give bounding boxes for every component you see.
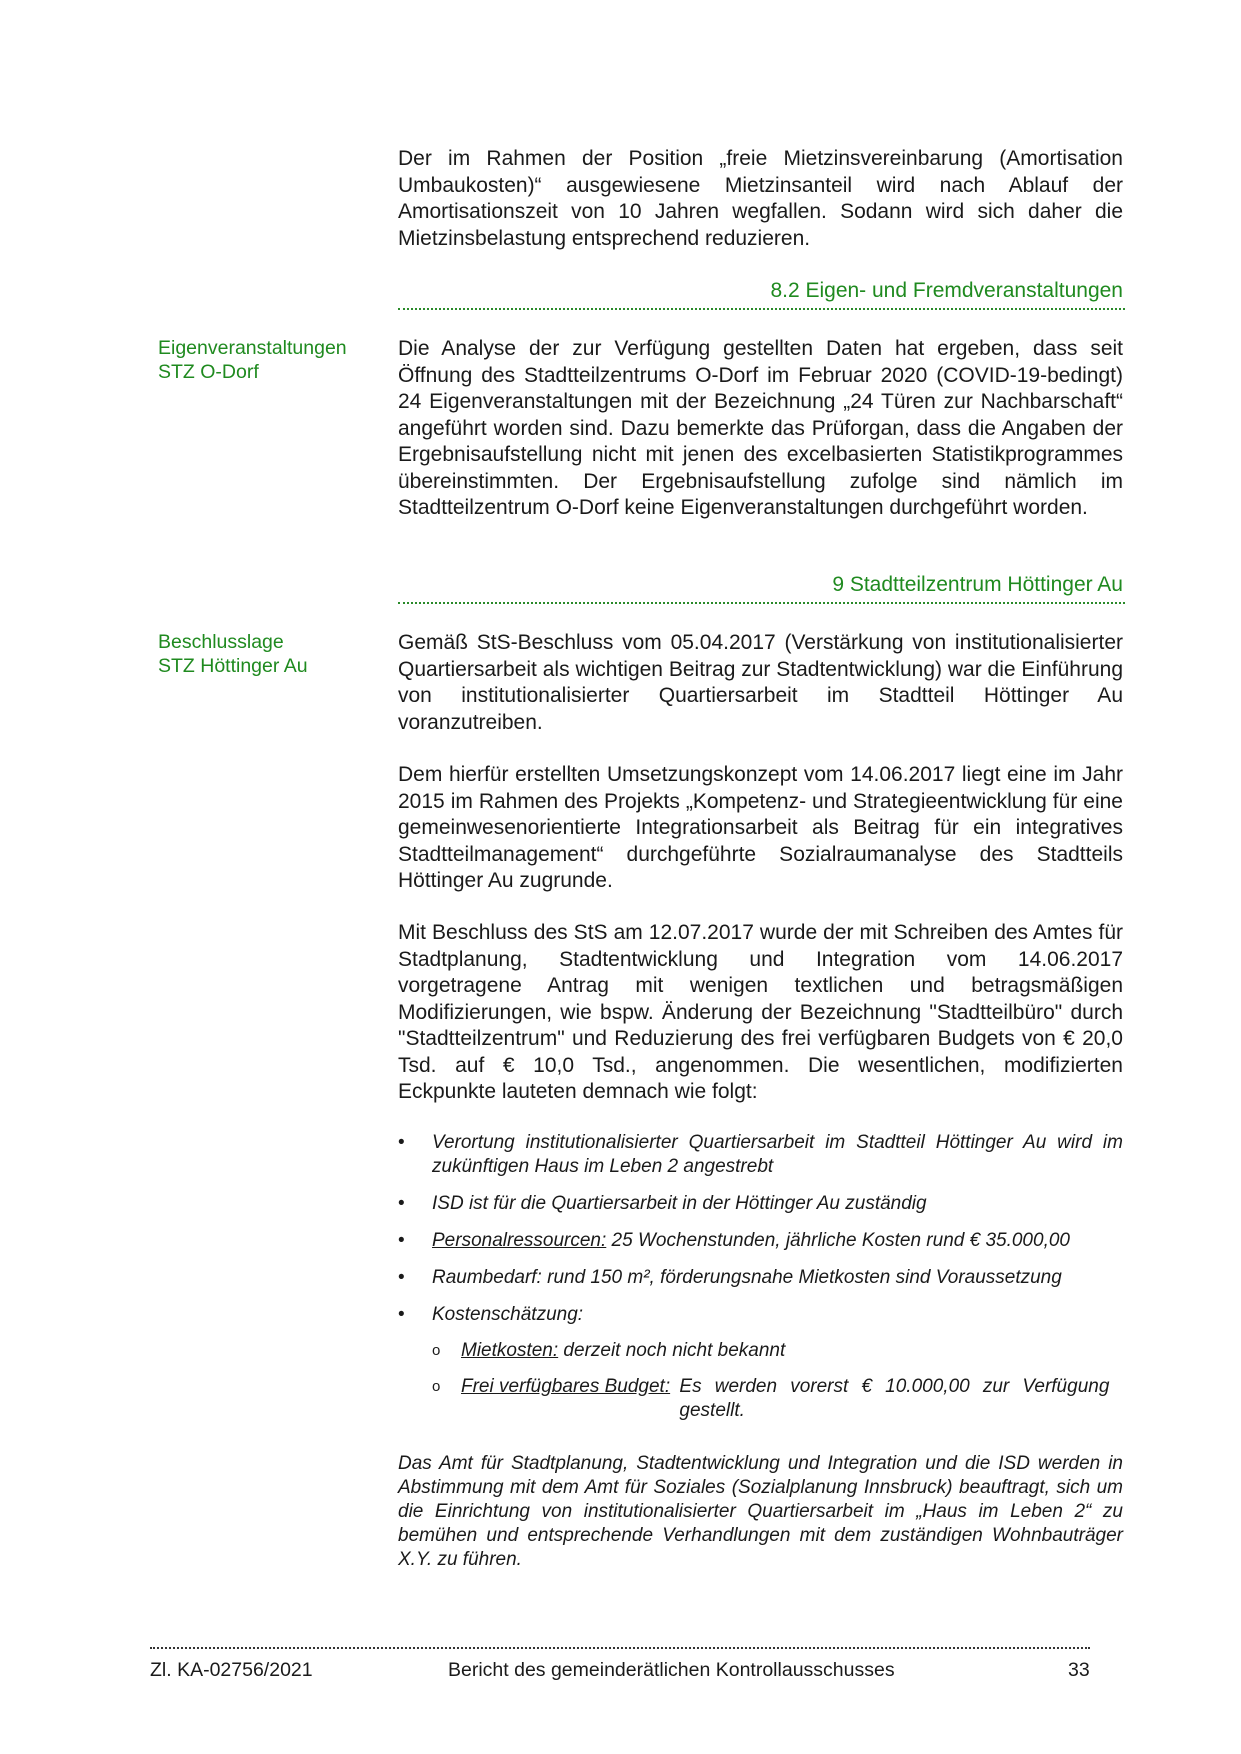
circle-bullet-icon: o	[432, 1342, 441, 1359]
section-9-paragraph-3: Mit Beschluss des StS am 12.07.2017 wurde der mit Schreiben des Amtes für Stadtplanung, Stadtentwicklung und Integration vom 14.06.2017 vorgetragene Antrag mit wenigen textlichen und betragsmäßigen Modifizierungen, wie bspw. Änderung der Bezeichnung "Stadtteilbüro" durch "Stadtteilzentrum" und Reduzierung des frei verfügbaren Budgets von € 20,0 Tsd. auf € 10,0 Tsd., angenommen. Die wesentlichen, modifizierten Eckpunkte lauteten demnach wie folgt:	[398, 921, 1123, 1103]
list-item: o Mietkosten: derzeit noch nicht bekannt	[432, 1340, 786, 1361]
side-label-beschlusslage	[158, 630, 388, 678]
intro-paragraph: Der im Rahmen der Position „freie Mietzinsvereinbarung (Amortisation Umbaukosten)“ ausgewiesene Mietzinsanteil wird nach Ablauf der Amortisationszeit von 10 Jahren wegfallen. Sodann wird sich daher die Mietzinsbelastung entsprechend reduzieren.	[398, 147, 1123, 250]
bullet-icon: •	[398, 1193, 405, 1214]
list-item: • ISD ist für die Quartiersarbeit in der Höttinger Au zuständig	[398, 1193, 927, 1214]
side-label-line-2: STZ O-Dorf	[158, 361, 259, 383]
closing-block	[398, 1452, 1123, 1572]
list-item: o Frei verfügbares Budget: Es werden vorerst € 10.000,00 zur Verfügung gestellt.	[432, 1376, 1110, 1421]
bullet-icon: •	[398, 1267, 405, 1288]
side-label-line-1: Eigenveranstaltungen	[158, 337, 347, 359]
list-item: • Personalressourcen: 25 Wochenstunden, jährliche Kosten rund € 35.000,00	[398, 1230, 1070, 1251]
footer-reference: Zl. KA-02756/2021	[150, 1659, 313, 1681]
footer-divider	[150, 1647, 1090, 1649]
section-8-2-paragraph: Die Analyse der zur Verfügung gestellten Daten hat ergeben, dass seit Öffnung des Stadtteilzentrums O-Dorf im Februar 2020 (COVID-19-bedingt) 24 Eigenveranstaltungen mit der Bezeichnung „24 Türen zur Nachbarschaft“ angeführt worden sind. Dazu bemerkte das Prüforgan, dass die Angaben der Ergebnisaufstellung nicht mit jenen des excelbasierten Statistikprogrammes übereinstimmten. Der Ergebnisaufstellung zufolge sind nämlich im Stadtteilzentrum O-Dorf keine Eigenveranstaltungen durchgeführt worden.	[398, 337, 1123, 519]
mietkosten-label: Mietkosten:	[461, 1340, 559, 1361]
side-label-line-1: Beschlusslage	[158, 631, 284, 653]
circle-bullet-icon: o	[432, 1378, 441, 1395]
side-label-line-2: STZ Höttinger Au	[158, 655, 308, 677]
section-9-paragraph-1: Gemäß StS-Beschluss vom 05.04.2017 (Verstärkung von institutionalisierter Quartiersarbeit als wichtigen Beitrag zur Stadtentwicklung) war die Einführung von institutionalisierter Quartiersarbeit im Stadtteil Höttinger Au voranzutreiben.	[398, 631, 1123, 734]
section-9-paragraph-3-block	[398, 920, 1123, 1106]
page-number: 33	[1068, 1659, 1090, 1681]
list-item: • Raumbedarf: rund 150 m², förderungsnahe Mietkosten sind Voraussetzung	[398, 1267, 1062, 1288]
closing-paragraph: Das Amt für Stadtplanung, Stadtentwicklung und Integration und die ISD werden in Abstimmung mit dem Amt für Soziales (Sozialplanung Innsbruck) beauftragt, sich um die Einrichtung von institutionalisierter Quartiersarbeit im „Haus im Leben 2“ zu bemühen und entsprechende Verhandlungen mit dem zuständigen Wohnbauträger X.Y. zu führen.	[398, 1453, 1123, 1570]
section-9-divider	[398, 602, 1125, 604]
section-9-heading: 9 Stadtteilzentrum Höttinger Au	[832, 573, 1123, 596]
section-8-2-body	[398, 336, 1123, 522]
section-9-paragraph-1-block	[398, 630, 1123, 736]
budget-label: Frei verfügbares Budget:	[461, 1376, 671, 1397]
intro-block	[398, 146, 1123, 252]
bullet-icon: •	[398, 1304, 405, 1325]
bullet-icon: •	[398, 1132, 405, 1153]
list-item: • Kostenschätzung: o Mietkosten: derzeit noch nicht bekannt o Frei verfügbares Budget: Es werden vorerst € 10.000,00 zur Verfügung gestellt.	[398, 1303, 1123, 1423]
personalressourcen-label: Personalressourcen:	[432, 1230, 607, 1251]
footer-title: Bericht des gemeinderätlichen Kontrollausschusses	[448, 1659, 895, 1681]
list-item: • Verortung institutionalisierter Quartiersarbeit im Stadtteil Höttinger Au wird im zukünftigen Haus im Leben 2 angestrebt	[398, 1132, 1123, 1177]
side-label-eigenveranstaltungen	[158, 336, 388, 384]
section-8-2-divider	[398, 308, 1125, 310]
cost-sublist	[432, 1339, 1123, 1423]
section-9-paragraph-2-block	[398, 762, 1123, 895]
section-9-paragraph-2: Dem hierfür erstellten Umsetzungskonzept vom 14.06.2017 liegt eine im Jahr 2015 im Rahmen des Projekts „Kompetenz- und Strategieentwicklung für eine gemeinwesenorientierte Integrationsarbeit als Beitrag für ein integratives Stadtteilmanagement“ durchgeführte Sozialraumanalyse des Stadtteils Höttinger Au zugrunde.	[398, 763, 1123, 892]
section-8-2-heading: 8.2 Eigen- und Fremdveranstaltungen	[770, 279, 1123, 302]
bullet-icon: •	[398, 1230, 405, 1251]
key-points-list	[398, 1131, 1123, 1436]
